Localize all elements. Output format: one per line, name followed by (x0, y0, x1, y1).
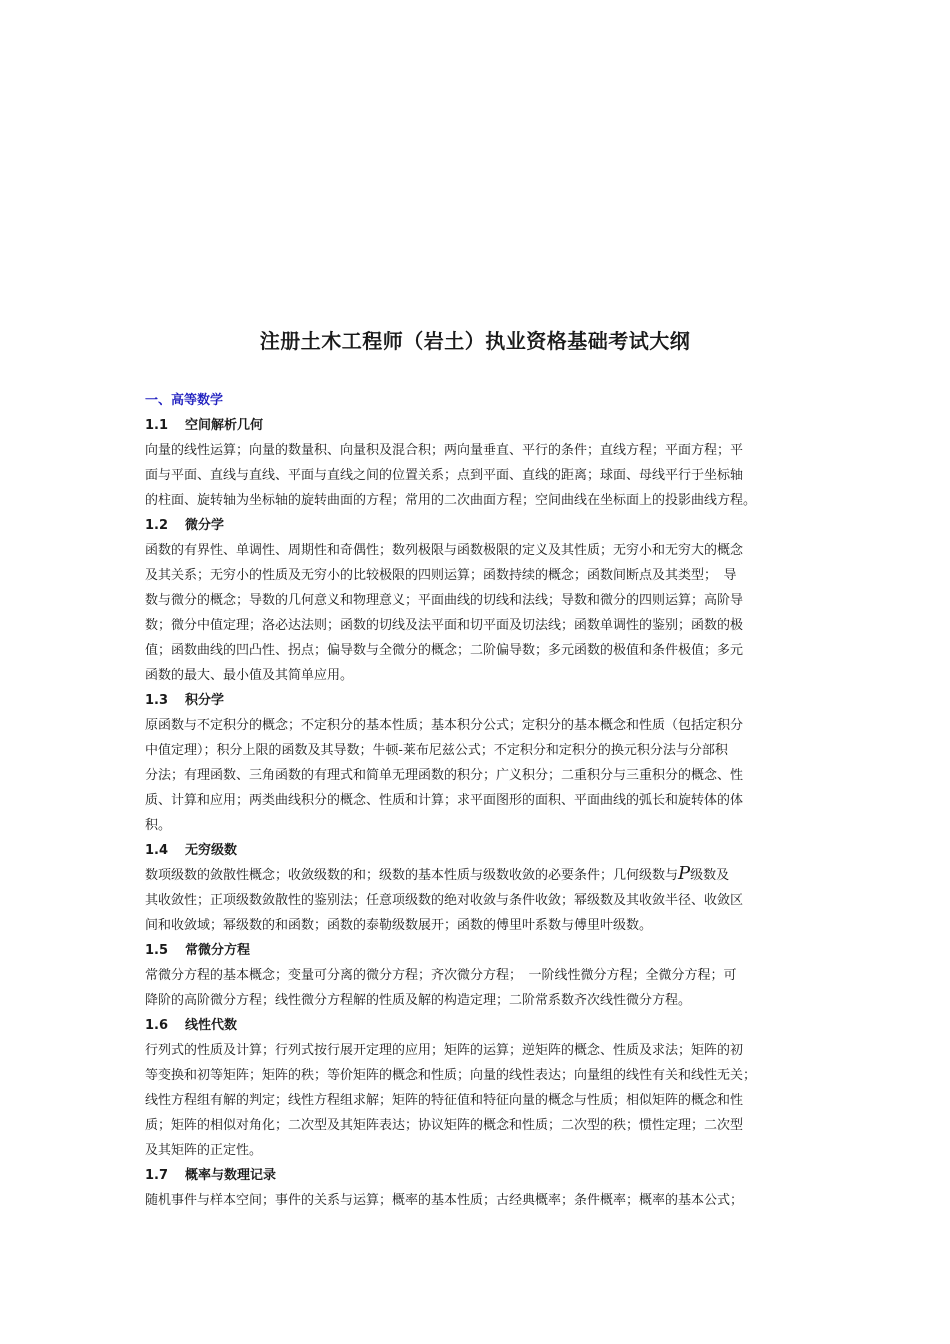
section-title: 概率与数理记录 (185, 1168, 277, 1183)
body-line: 面与平面、直线与直线、平面与直线之间的位置关系；点到平面、直线的距离；球面、母线平行于坐标轴 (145, 468, 744, 483)
body-line: 积。 (145, 818, 172, 833)
p-variable: P (678, 863, 691, 884)
section-heading (145, 1163, 813, 1188)
body-line: 原函数与不定积分的概念；不定积分的基本性质；基本积分公式；定积分的基本概念和性质（包括定积分 (145, 718, 744, 733)
body-line (145, 863, 813, 888)
section-number: 1.1 (145, 418, 169, 433)
body-line: 数；微分中值定理；洛必达法则；函数的切线及法平面和切平面及切法线；函数单调性的鉴别；函数的极 (145, 618, 744, 633)
section-title: 常微分方程 (185, 943, 251, 958)
body-line: 及其关系；无穷小的性质及无穷小的比较极限的四则运算；函数持续的概念；函数间断点及其类型； 导 (145, 568, 737, 583)
section-number: 1.7 (145, 1168, 169, 1183)
section-number: 1.4 (145, 843, 169, 858)
section-1-3 (145, 688, 813, 838)
section-1-4 (145, 838, 813, 938)
section-1-2 (145, 513, 813, 688)
body-line: 向量的线性运算；向量的数量积、向量积及混合积；两向量垂直、平行的条件；直线方程；平面方程；平 (145, 443, 744, 458)
section-1-7 (145, 1163, 813, 1213)
body-line: 线性方程组有解的判定；线性方程组求解；矩阵的特征值和特征向量的概念与性质；相似矩阵的概念和性 (145, 1093, 744, 1108)
section-number: 1.5 (145, 943, 169, 958)
body-line: 的柱面、旋转轴为坐标轴的旋转曲面的方程；常用的二次曲面方程；空间曲线在坐标面上的投影曲线方程。 (145, 493, 757, 508)
body-line: 质；矩阵的相似对角化；二次型及其矩阵表达；协议矩阵的概念和性质；二次型的秩；惯性定理；二次型 (145, 1118, 744, 1133)
section-1-5 (145, 938, 813, 1013)
body-line: 降阶的高阶微分方程；线性微分方程解的性质及解的构造定理；二阶常系数齐次线性微分方程。 (145, 993, 692, 1008)
section-title: 线性代数 (185, 1018, 238, 1033)
section-heading (145, 838, 813, 863)
section-title: 无穷级数 (185, 843, 238, 858)
body-line: 函数的有界性、单调性、周期性和奇偶性；数列极限与函数极限的定义及其性质；无穷小和无穷大的概念 (145, 543, 744, 558)
section-heading (145, 938, 813, 963)
body-text: 级数及 (690, 868, 730, 883)
section-title: 空间解析几何 (185, 418, 264, 433)
document-content (145, 388, 813, 1213)
body-line: 其收敛性；正项级数敛散性的鉴别法；任意项级数的绝对收敛与条件收敛；幂级数及其收敛半径、收敛区 (145, 893, 744, 908)
body-text: 数项级数的敛散性概念；收敛级数的和；级数的基本性质与级数收敛的必要条件；几何级数与 (145, 868, 679, 883)
body-line: 数与微分的概念；导数的几何意义和物理意义；平面曲线的切线和法线；导数和微分的四则运算；高阶导 (145, 593, 744, 608)
body-line: 值；函数曲线的凹凸性、拐点；偏导数与全微分的概念；二阶偏导数；多元函数的极值和条件极值；多元 (145, 643, 744, 658)
body-line: 函数的最大、最小值及其简单应用。 (145, 668, 354, 683)
section-1-1 (145, 413, 813, 513)
body-line: 行列式的性质及计算；行列式按行展开定理的应用；矩阵的运算；逆矩阵的概念、性质及求法；矩阵的初 (145, 1043, 744, 1058)
body-line: 及其矩阵的正定性。 (145, 1143, 263, 1158)
document-title: 注册土木工程师（岩土）执业资格基础考试大纲 (259, 329, 691, 353)
section-heading (145, 513, 813, 538)
section-heading (145, 1013, 813, 1038)
section-title: 微分学 (185, 518, 225, 533)
body-line: 质、计算和应用；两类曲线积分的概念、性质和计算；求平面图形的面积、平面曲线的弧长和旋转体的体 (145, 793, 744, 808)
body-line: 常微分方程的基本概念；变量可分离的微分方程；齐次微分方程； 一阶线性微分方程；全微分方程；可 (145, 968, 737, 983)
body-line: 随机事件与样本空间；事件的关系与运算；概率的基本性质；古经典概率；条件概率；概率的基本公式； (145, 1193, 744, 1208)
section-1-6 (145, 1013, 813, 1163)
section-number: 1.2 (145, 518, 169, 533)
section-heading (145, 413, 813, 438)
body-line: 等变换和初等矩阵；矩阵的秩；等价矩阵的概念和性质；向量的线性表达；向量组的线性有关和线性无关； (145, 1068, 757, 1083)
body-line: 分法；有理函数、三角函数的有理式和简单无理函数的积分；广义积分；二重积分与三重积分的概念、性 (145, 768, 744, 783)
section-title: 积分学 (185, 693, 225, 708)
section-heading (145, 688, 813, 713)
section-number: 1.6 (145, 1018, 169, 1033)
section-number: 1.3 (145, 693, 169, 708)
body-line: 间和收敛域；幂级数的和函数；函数的泰勒级数展开；函数的傅里叶系数与傅里叶级数。 (145, 918, 653, 933)
chapter-heading: 一、高等数学 (145, 393, 224, 408)
body-line: 中值定理）；积分上限的函数及其导数；牛顿-莱布尼兹公式；不定积分和定积分的换元积分法与分部积 (145, 743, 728, 758)
